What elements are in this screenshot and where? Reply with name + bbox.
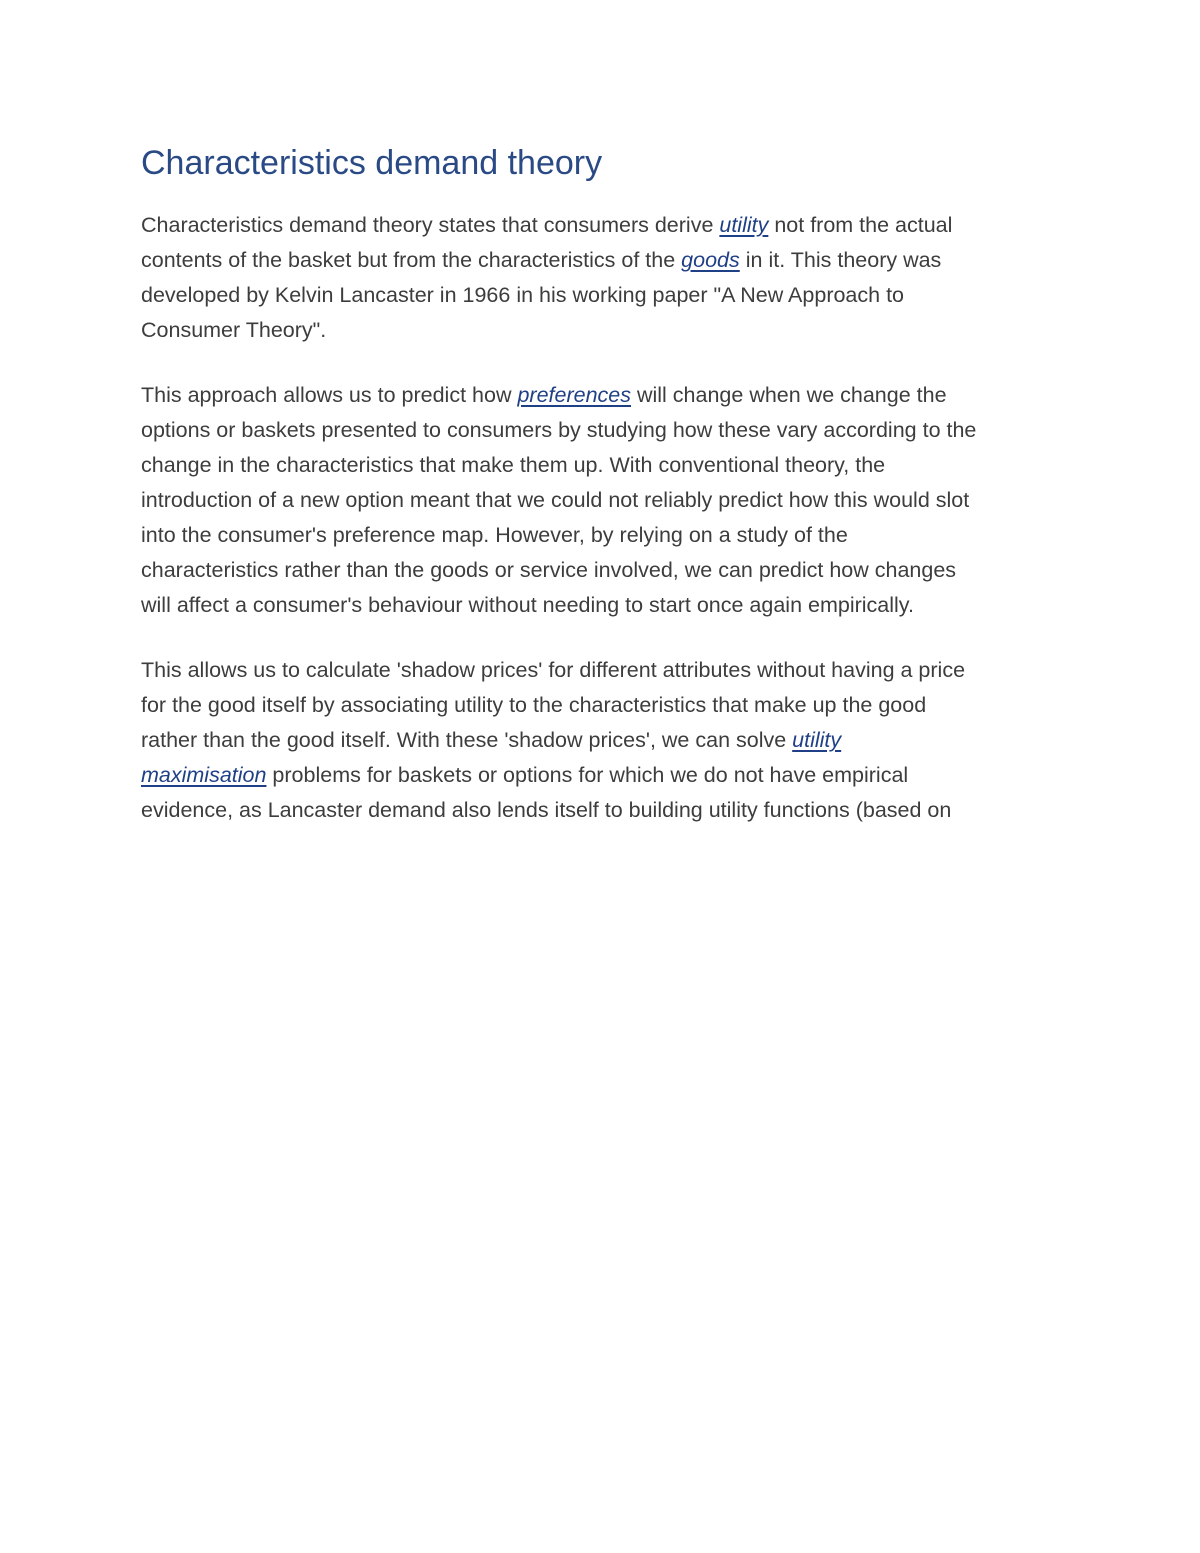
- link-utility[interactable]: utility: [792, 728, 842, 752]
- text-run: will affect a consumer's behaviour without needing to start once again empirically.: [141, 593, 914, 617]
- text-run: in it. This theory was: [739, 248, 942, 272]
- text-run: introduction of a new option meant that we could not reliably predict how this would slot: [141, 488, 970, 512]
- text-run: for the good itself by associating utility to the characteristics that make up the good: [141, 693, 927, 717]
- text-line: [141, 448, 1071, 483]
- paragraph-2: [141, 378, 1071, 623]
- text-line: [141, 588, 1071, 623]
- text-line: [141, 758, 1071, 793]
- link-goods[interactable]: goods: [681, 248, 740, 272]
- text-run: Characteristics demand theory states that consumers derive: [141, 213, 720, 237]
- text-line: [141, 413, 1071, 448]
- text-run: Consumer Theory".: [141, 318, 327, 342]
- text-run: rather than the good itself. With these 'shadow prices', we can solve: [141, 728, 793, 752]
- text-run: evidence, as Lancaster demand also lends itself to building utility functions (based on: [141, 798, 952, 822]
- text-run: problems for baskets or options for which we do not have empirical: [266, 763, 909, 787]
- text-line: [141, 483, 1071, 518]
- text-run: not from the actual: [768, 213, 953, 237]
- text-run: options or baskets presented to consumers by studying how these vary according to the: [141, 418, 977, 442]
- text-line: [141, 688, 1071, 723]
- text-line: [141, 378, 1071, 413]
- text-line: [141, 313, 1071, 348]
- text-line: [141, 553, 1071, 588]
- link-preferences[interactable]: preferences: [517, 383, 631, 407]
- document-body: [141, 140, 1071, 828]
- text-line: [141, 518, 1071, 553]
- text-line: [141, 723, 1071, 758]
- text-run: This allows us to calculate 'shadow prices' for different attributes without having a price: [141, 658, 966, 682]
- text-line: [141, 278, 1071, 313]
- text-run: characteristics rather than the goods or service involved, we can predict how changes: [141, 558, 957, 582]
- text-run: This approach allows us to predict how: [141, 383, 518, 407]
- text-run: change in the characteristics that make them up. With conventional theory, the: [141, 453, 886, 477]
- text-line: [141, 793, 1071, 828]
- page-title: Characteristics demand theory: [141, 144, 603, 182]
- link-maximisation[interactable]: maximisation: [141, 763, 267, 787]
- paragraph-1: [141, 208, 1071, 348]
- text-run: contents of the basket but from the characteristics of the: [141, 248, 682, 272]
- text-run: into the consumer's preference map. However, by relying on a study of the: [141, 523, 848, 547]
- text-line: [141, 243, 1071, 278]
- text-line: [141, 653, 1071, 688]
- text-run: developed by Kelvin Lancaster in 1966 in his working paper "A New Approach to: [141, 283, 904, 307]
- text-run: will change when we change the: [631, 383, 947, 407]
- paragraph-3: [141, 653, 1071, 828]
- link-utility[interactable]: utility: [719, 213, 769, 237]
- text-line: [141, 208, 1071, 243]
